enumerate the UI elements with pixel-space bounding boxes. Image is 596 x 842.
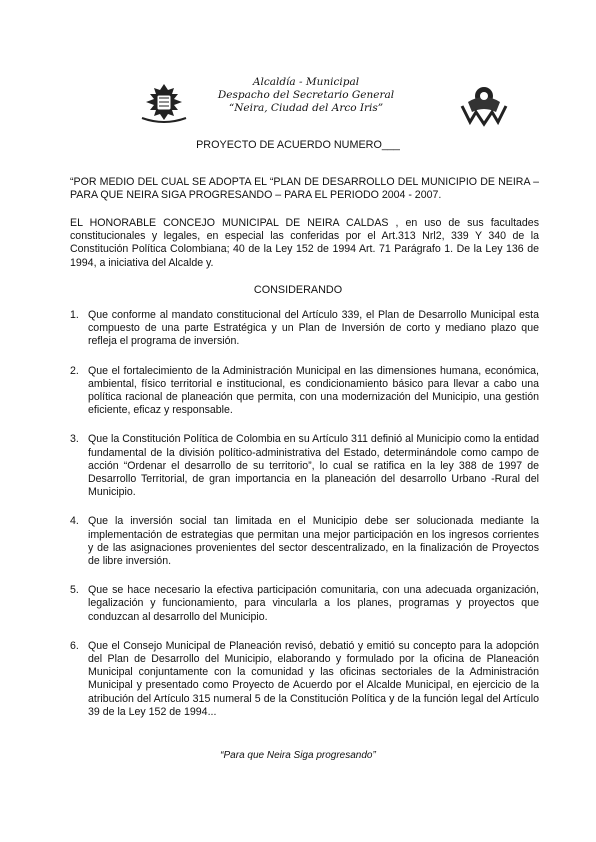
intro-paragraph: “POR MEDIO DEL CUAL SE ADOPTA EL “PLAN DE DESARROLLO DEL MUNICIPIO DE NEIRA – PARA QUE NEIRA SIGA PROGRESANDO – PARA EL PERIODO 2004 - 2007.	[70, 176, 539, 202]
list-item	[70, 584, 539, 624]
considerando-heading: CONSIDERANDO	[253, 284, 343, 296]
list-item	[70, 309, 539, 349]
list-item	[70, 433, 539, 499]
item-text: Que la inversión social tan limitada en el Municipio debe ser solucionada mediante la implementación de estrategias que permitan una mejor participación en los ingresos corrientes y de las asignaciones provenientes del sector descentralizado, en la finalización de Proyectos de libre inversión.	[88, 515, 539, 568]
municipal-emblem-icon	[456, 82, 512, 128]
coat-of-arms-icon	[138, 82, 190, 124]
honorable-paragraph: EL HONORABLE CONCEJO MUNICIPAL DE NEIRA CALDAS , en uso de sus facultades constitucionales y legales, en especial las conferidas por el Art.313 Nrl2, 339 Y 340 de la Constitución Política Colombiana; 40 de la Ley 152 de 1994 Art. 71 Parágrafo 1. De la Ley 136 de 1994, a iniciativa del Alcalde y.	[70, 217, 539, 269]
letterhead-text	[196, 76, 416, 115]
item-number: 2.	[70, 364, 79, 377]
letterhead	[136, 76, 466, 136]
item-text: Que conforme al mandato constitucional del Artículo 339, el Plan de Desarrollo Municipal esta compuesto de una parte Estratégica y un Plan de Inversión de corto y mediano plazo que refleja el programa de inversión.	[88, 309, 539, 348]
item-number: 1.	[70, 309, 79, 321]
item-number: 4.	[70, 515, 79, 528]
list-item	[70, 515, 539, 568]
item-number: 6.	[70, 639, 79, 652]
list-item	[70, 640, 539, 719]
item-text: Que el fortalecimiento de la Administración Municipal en las dimensiones humana, económica, ambiental, físico territorial e institucional, es condicionamiento básico para llevar a cabo una política racional de planeación que permita, con una modernización del Municipio, una gestión eficiente, eficaz y responsable.	[88, 364, 539, 417]
considerando-list	[70, 309, 539, 719]
item-text: Que la Constitución Política de Colombia en su Artículo 311 definió al Municipio como la entidad fundamental de la división político-administrativa del Estado, determinándole como campo de acción “Ordenar el desarrollo de su territorio”, lo cual se ratifica en la ley 388 de 1997 de Desarrollo Territorial, de gran importancia en la planeación del desarrollo Urbano -Rural del Municipio.	[88, 433, 539, 499]
letterhead-line-3: “Neira, Ciudad del Arco Iris”	[228, 102, 384, 114]
document-title: PROYECTO DE ACUERDO NUMERO___	[196, 139, 400, 151]
list-item	[70, 365, 539, 418]
letterhead-line-2: Despacho del Secretario General	[217, 89, 395, 101]
item-number: 5.	[70, 584, 79, 597]
letterhead-line-1: Alcaldía - Municipal	[252, 76, 360, 88]
item-text: Que el Consejo Municipal de Planeación revisó, debatió y emitió su concepto para la adopción del Plan de Desarrollo del Municipio, elaborando y formulado por la oficina de Planeación Municipal conjuntamente con la comunidad y las oficinas sectoriales de la Administración Municipal y presentado como Proyecto de Acuerdo por el Alcalde Municipal, en ejercicio de la atribución del Artículo 315 numeral 5 de la Constitución Política y de la función legal del Artículo 39 de la Ley 152 de 1994...	[88, 639, 539, 718]
footer-slogan: “Para que Neira Siga progresando”	[220, 750, 376, 761]
item-text: Que se hace necesario la efectiva participación comunitaria, con una adecuada organización, legalización y funcionamiento, para vincularla a los planes, programas y proyectos que conduzcan al desarrollo del Municipio.	[88, 584, 539, 623]
item-number: 3.	[70, 433, 79, 446]
